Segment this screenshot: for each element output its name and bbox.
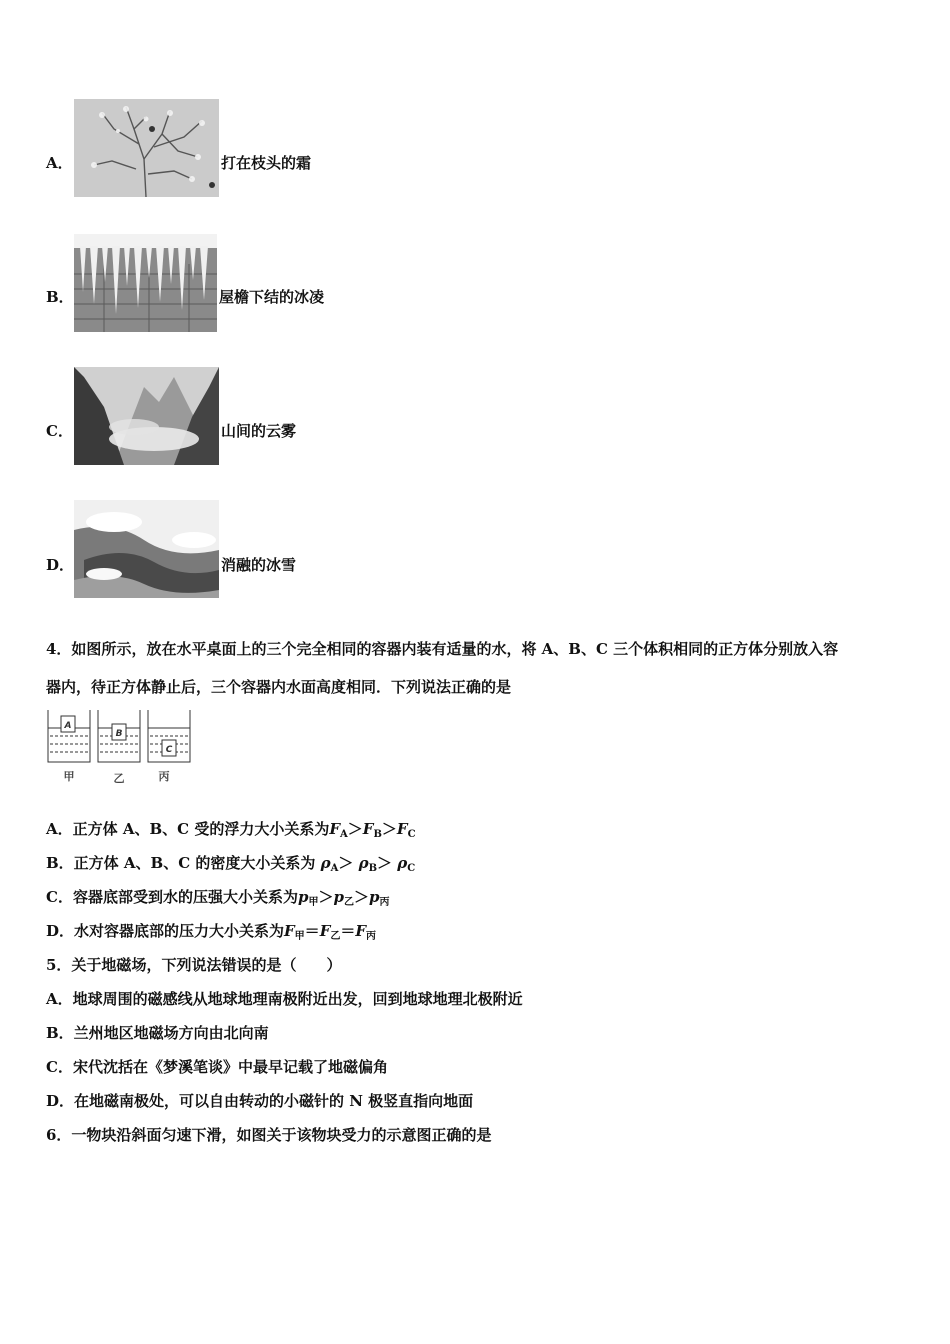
mountain-mist-photo [74, 367, 219, 465]
cube-label-a: A [64, 721, 72, 731]
option-letter: D． [46, 556, 75, 574]
q4-stem-line1: 4．如图所示，放在水平桌面上的三个完全相同的容器内装有适量的水，将 A、B、C 三个体积相同的正方体分别放入容 [46, 640, 839, 658]
q5-option-d: D．在地磁南极处，可以自由转动的小磁针的 N 极竖直指向地面 [46, 1092, 474, 1110]
option-caption: 打在枝头的霜 [221, 154, 312, 172]
icicles-photo [74, 234, 217, 332]
container-label-bing: 丙 [158, 770, 170, 783]
option-letter: B． [46, 288, 74, 306]
option-caption: 消融的冰雪 [221, 556, 297, 574]
q4-option-c: C．容器底部受到水的压强大小关系为$p_甲>p_乙>p_丙$ [46, 888, 390, 908]
option-caption: 屋檐下结的冰凌 [219, 288, 325, 306]
q5-option-b: B．兰州地区地磁场方向由北向南 [46, 1024, 269, 1042]
q4-option-d: D．水对容器底部的压力大小关系为$F_甲=F_乙=F_丙$ [46, 922, 377, 942]
melting-snow-photo [74, 500, 219, 598]
option-letter: A． [46, 154, 73, 172]
cube-label-c: C [165, 745, 173, 755]
option-caption: 山间的云雾 [221, 422, 297, 440]
q4-option-a: A．正方体 A、B、C 受的浮力大小关系为$F_A>F_B>F_C$ [46, 820, 416, 840]
container-label-yi: 乙 [113, 772, 125, 785]
q4-option-b: B．正方体 A、B、C 的密度大小关系为 $\rho_A> \rho_B> \rho_C$ [46, 854, 416, 874]
container-label-jia: 甲 [63, 770, 75, 783]
q6-stem: 6．一物块沿斜面匀速下滑，如图关于该物块受力的示意图正确的是 [46, 1126, 492, 1144]
option-letter: C． [46, 422, 73, 440]
cube-label-b: B [115, 729, 123, 739]
q5-option-c: C．宋代沈括在《梦溪笔谈》中最早记载了地磁偏角 [46, 1058, 388, 1076]
q4-stem-line2: 器内，待正方体静止后，三个容器内水面高度相同．下列说法正确的是 [46, 678, 512, 696]
q5-option-a: A．地球周围的磁感线从地球地理南极附近出发，回到地球地理北极附近 [46, 990, 523, 1008]
frost-branch-photo [74, 99, 219, 197]
q4-containers-figure [46, 708, 196, 788]
q5-stem: 5．关于地磁场，下列说法错误的是（ ） [46, 956, 342, 974]
